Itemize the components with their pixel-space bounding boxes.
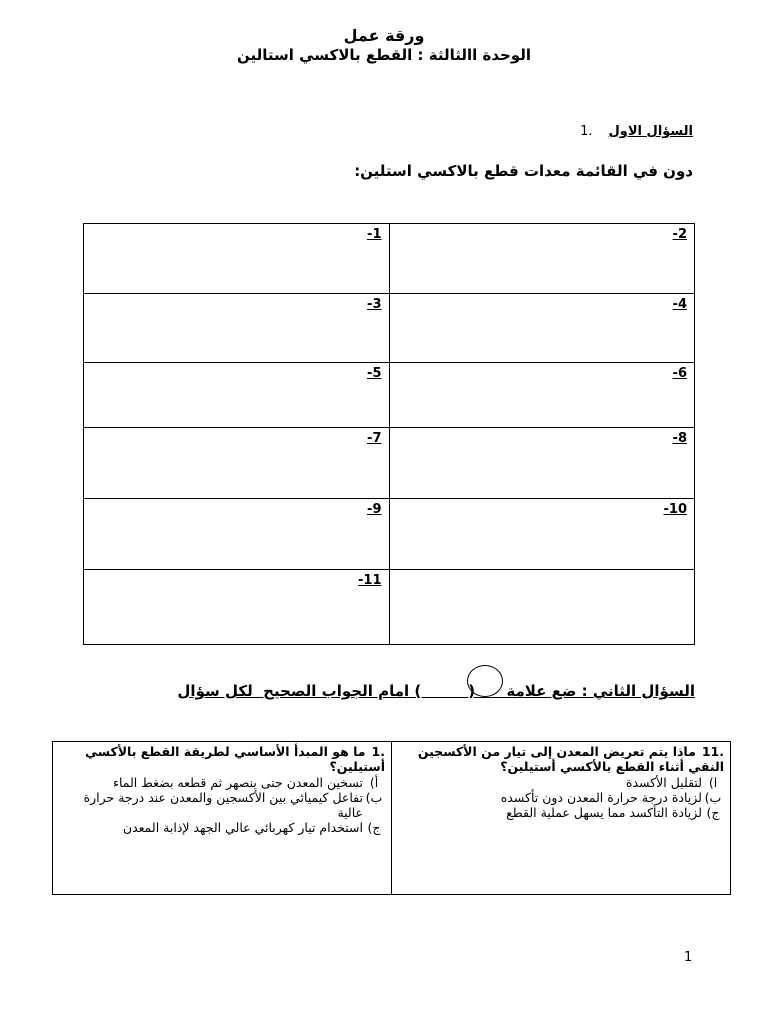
equipment-cell[interactable]: -2 (389, 224, 695, 294)
equipment-cell[interactable]: -5 (84, 363, 390, 428)
equipment-cell[interactable]: -11 (84, 570, 390, 645)
equipment-cell[interactable]: -8 (389, 428, 695, 499)
answer-option[interactable] (398, 790, 724, 805)
option-text: تفاعل كيميائي بين الأكسجين والمعدن عند درجة حرارة عالية (83, 789, 363, 820)
circle-mark-icon (467, 665, 503, 697)
answer-option[interactable] (59, 790, 385, 821)
option-text: لزيادة التأكسد مما يسهل عملية القطع (506, 805, 702, 820)
option-text: لزيادة درجة حرارة المعدن دون تأكسده (500, 789, 702, 805)
question-number: .11 (701, 744, 724, 759)
answer-option[interactable] (398, 775, 724, 790)
option-text: لتقليل الأكسدة (625, 774, 702, 790)
equipment-cell[interactable]: -7 (84, 428, 390, 499)
page-number: 1 (684, 950, 693, 965)
question2-heading: السؤال الثاني : ضع علامة ( ) امام الجواب الصحيح لكل سؤال (177, 682, 695, 700)
option-letter: ج) (706, 805, 720, 820)
option-letter: ا) (708, 774, 718, 790)
worksheet-title: ورقة عمل (343, 26, 425, 45)
question-number: .1 (371, 744, 385, 759)
question1-number: .1 (580, 124, 593, 139)
unit-subtitle: الوحدة االثالثة : القطع بالاكسي استالين (236, 46, 532, 64)
answer-option[interactable] (398, 805, 724, 820)
equipment-cell[interactable]: -4 (389, 294, 695, 363)
mcq-table (52, 741, 731, 895)
equipment-cell[interactable] (389, 570, 695, 645)
mcq-question (53, 742, 392, 895)
equipment-cell[interactable]: -9 (84, 499, 390, 570)
question1-label: السؤال الاول (608, 124, 693, 139)
option-letter: ب) (365, 789, 383, 805)
option-letter: أ) (369, 774, 379, 790)
equipment-table (83, 223, 695, 645)
mcq-question (392, 742, 731, 895)
equipment-cell[interactable]: -10 (389, 499, 695, 570)
answer-option[interactable] (59, 775, 385, 790)
option-letter: ج) (367, 820, 381, 836)
option-text: تسخين المعدن حتى ينصهر ثم قطعه بضغط الماء (113, 774, 363, 790)
question-text: ماذا يتم تعريض المعدن إلى تيار من الأكسجين النقي أثناء القطع بالأكسي أستيلين؟ (417, 744, 724, 775)
equipment-cell[interactable]: -1 (84, 224, 390, 294)
option-text: استخدام تيار كهربائي عالي الجهد لإذابة المعدن (122, 820, 363, 836)
question-text: ما هو المبدأ الأساسي لطريقة القطع بالأكسي أستيلين؟ (85, 744, 385, 775)
answer-option[interactable] (59, 820, 385, 835)
question1-heading (580, 124, 693, 139)
equipment-cell[interactable]: -3 (84, 294, 390, 363)
option-letter: ب) (704, 789, 722, 805)
question1-instruction: دون في القائمة معدات قطع بالاكسي استلين: (354, 162, 693, 180)
equipment-cell[interactable]: -6 (389, 363, 695, 428)
